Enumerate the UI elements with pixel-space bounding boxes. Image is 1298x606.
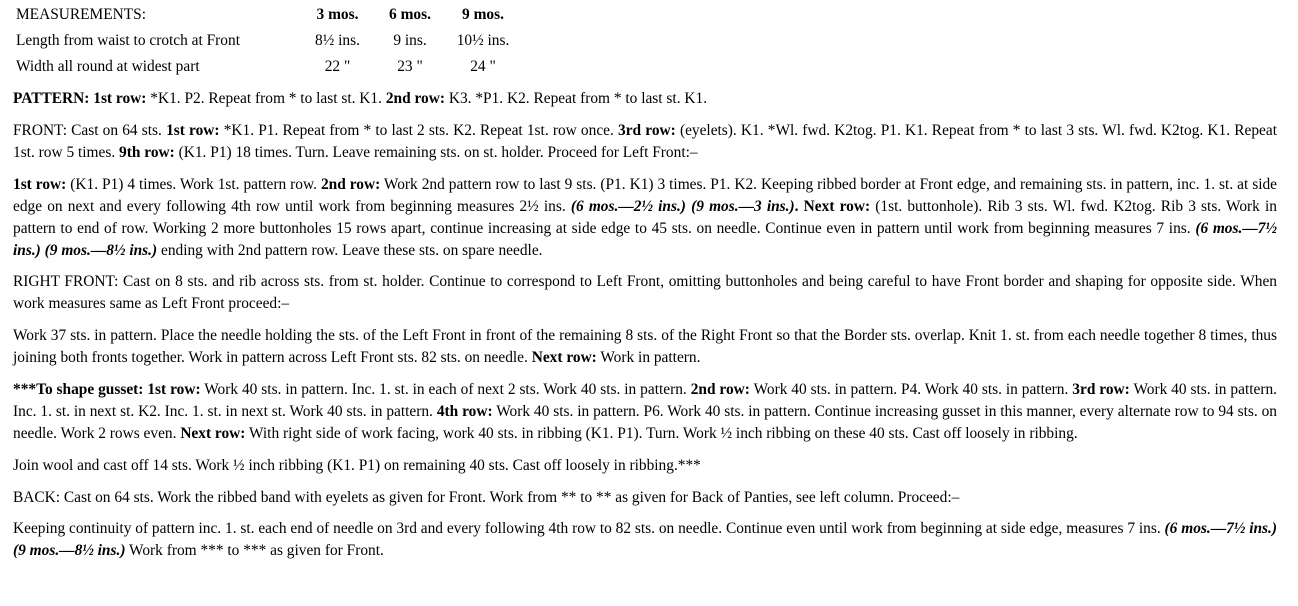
gusset-text-4: Work 40 sts. in pattern. P6. Work 40 sts. in pattern. Continue increasing gusset in this manner, every alternate row to 94 sts. on needle. Work 2 rows even. — [13, 402, 1277, 442]
size-note: (9 mos.—8½ ins.) — [13, 542, 126, 560]
left-front-row-label-2: 2nd row: — [320, 175, 381, 193]
gusset-next-row-label: Next row: — [180, 424, 246, 442]
measurements-label: MEASUREMENTS: — [16, 6, 146, 23]
size-note: (6 mos.—7½ ins.) — [1164, 520, 1277, 538]
measurements-row-length — [13, 28, 520, 54]
size-note: (6 mos.—2½ ins.) — [570, 197, 686, 215]
joining-paragraph — [13, 325, 1277, 369]
instructions — [13, 88, 1277, 572]
back-paragraph: BACK: Cast on 64 sts. Work the ribbed band with eyelets as given for Front. Work from ** to ** as given for Back of Panties, see left column. Proceed:– — [13, 488, 960, 506]
size-3-mos-header: 3 mos. — [316, 6, 359, 23]
gusset-text-3: Work 40 sts. in pattern. Inc. 1. st. in next st. K2. Inc. 1. st. in next st. Work 40 sts. in pattern. — [13, 380, 1278, 420]
front-text-4: (K1. P1) 18 times. Turn. Leave remaining sts. on st. holder. Proceed for Left Front:– — [178, 143, 698, 161]
join-wool-paragraph: Join wool and cast off 14 sts. Work ½ inch ribbing (K1. P1) on remaining 40 sts. Cast off loosely in ribbing.*** — [13, 456, 701, 474]
front-text-2: *K1. P1. Repeat from * to last 2 sts. K2. Repeat 1st. row once. — [223, 121, 614, 139]
left-front-text-4: ending with 2nd pattern row. Leave these sts. on spare needle. — [160, 241, 543, 259]
pattern-paragraph — [13, 88, 1277, 110]
cell-3-mos: 22 " — [324, 58, 351, 75]
gusset-row-label-3: 3rd row: — [1072, 380, 1130, 398]
measurements-header-row — [13, 2, 520, 28]
continuity-text-2: Work from *** to *** as given for Front. — [129, 542, 384, 560]
measurements-row-width — [13, 54, 520, 80]
pattern-label: PATTERN: — [13, 90, 90, 107]
gusset-text-2: Work 40 sts. in pattern. P4. Work 40 sts. in pattern. — [753, 380, 1069, 398]
size-note: (9 mos.—3 ins.) — [691, 197, 795, 215]
size-note: (9 mos.—8½ ins.) — [44, 241, 158, 259]
cell-9-mos: 10½ ins. — [456, 32, 510, 49]
gusset-text-1: Work 40 sts. in pattern. Inc. 1. st. in each of next 2 sts. Work 40 sts. in pattern. — [204, 380, 687, 398]
left-front-text-1: (K1. P1) 4 times. Work 1st. pattern row. — [70, 175, 317, 193]
row-label: Width all round at widest part — [16, 58, 200, 75]
front-row-label-1: 1st row: — [166, 121, 220, 139]
joining-text-2: Work in pattern. — [600, 349, 701, 367]
gusset-text-5: With right side of work facing, work 40 sts. in ribbing (K1. P1). Turn. Work ½ inch ribbing on these 40 sts. Cast off loosely in ribbing. — [249, 424, 1078, 442]
left-front-row-label-1: 1st row: — [13, 175, 67, 193]
cell-3-mos: 8½ ins. — [315, 32, 360, 49]
size-9-mos-header: 9 mos. — [462, 6, 504, 23]
cell-9-mos: 24 " — [470, 58, 496, 75]
front-row-label-9: 9th row: — [119, 143, 175, 161]
pattern-row2-text: K3. *P1. K2. Repeat from * to last st. K1. — [448, 90, 708, 107]
gusset-row-label-4: 4th row: — [436, 402, 493, 420]
size-note: (6 mos.—7½ ins.) — [13, 219, 1277, 259]
punctuation: . — [794, 197, 799, 215]
continuity-paragraph — [13, 518, 1277, 562]
front-text-1: FRONT: Cast on 64 sts. — [13, 121, 162, 139]
joining-text-1: Work 37 sts. in pattern. Place the needle holding the sts. of the Left Front in front of the remaining 8 sts. of the Right Front so that the Border sts. overlap. Knit 1. st. from each needle together 8 times, thus joining both fronts together. Work in pattern across Left Front sts. 82 sts. on needle. — [13, 327, 1277, 367]
left-front-next-row-label: Next row: — [803, 197, 871, 215]
left-front-text-2: Work 2nd pattern row to last 9 sts. (P1. K1) 3 times. P1. K2. Keeping ribbed border at Front edge, and remaining sts. in pattern, inc. 1. st. at side edge on next and every following 4th row until work from beginning measures 2½ ins. — [13, 175, 1277, 215]
gusset-heading: ***To shape gusset: 1st row: — [13, 380, 201, 398]
measurements-table — [13, 2, 520, 80]
gusset-paragraph — [13, 379, 1277, 445]
front-row-label-3: 3rd row: — [618, 121, 676, 139]
front-paragraph — [13, 120, 1277, 164]
pattern-row2-label: 2nd row: — [385, 90, 445, 107]
pattern-row1-text: *K1. P2. Repeat from * to last st. K1. — [150, 90, 382, 107]
continuity-text-1: Keeping continuity of pattern inc. 1. st. each end of needle on 3rd and every following 4th row to 82 sts. on needle. Continue even until work from beginning at side edge, measures 7 ins. — [13, 520, 1161, 538]
left-front-text-3: (1st. buttonhole). Rib 3 sts. Wl. fwd. K2tog. Rib 3 sts. Work in pattern to end of row. Working 2 more buttonholes 15 rows apart, continue increasing at side edge to 45 sts. on needle. Continue even in pattern until work from beginning measures 7 ins. — [13, 197, 1277, 237]
cell-6-mos: 9 ins. — [393, 32, 427, 49]
right-front-paragraph: RIGHT FRONT: Cast on 8 sts. and rib across sts. from st. holder. Continue to correspond to Left Front, omitting buttonholes and being careful to have Front border and shaping for opposite side. When work measures same as Left Front proceed:– — [13, 273, 1277, 313]
front-text-3: (eyelets). K1. *Wl. fwd. K2tog. P1. K1. Repeat from * to last 3 sts. Wl. fwd. K2tog. K1. Repeat 1st. row 5 times. — [13, 121, 1277, 161]
gusset-row-label-2: 2nd row: — [690, 380, 750, 398]
row-label: Length from waist to crotch at Front — [16, 32, 240, 49]
joining-next-row-label: Next row: — [531, 349, 597, 367]
pattern-row1-label: 1st row: — [93, 90, 147, 107]
left-front-paragraph — [13, 174, 1277, 262]
size-6-mos-header: 6 mos. — [389, 6, 431, 23]
cell-6-mos: 23 " — [397, 58, 423, 75]
